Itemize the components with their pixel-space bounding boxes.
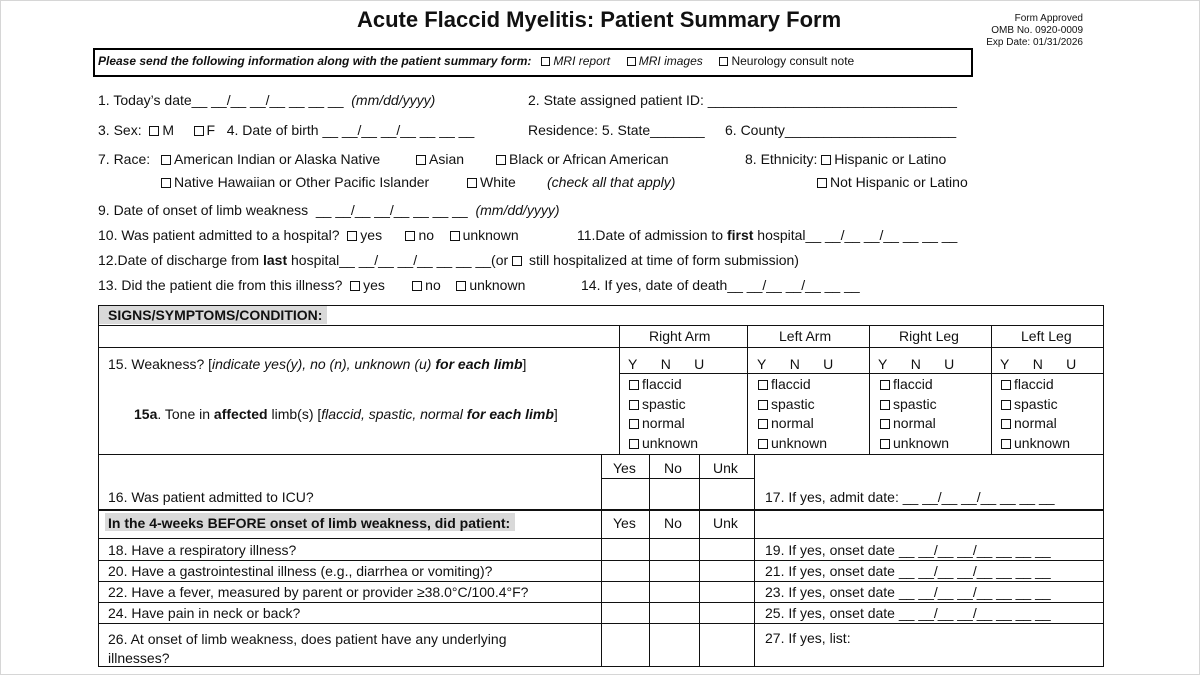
ynu-ll-n[interactable]: N [1032, 356, 1043, 372]
limb-left-arm: Left Arm [779, 328, 832, 344]
q10-no-checkbox[interactable] [405, 231, 415, 241]
q9-date-blank[interactable]: __ __/__ __/__ __ __ __ [315, 202, 468, 218]
q11-text-first: first [726, 227, 754, 243]
q13-unknown-label: unknown [469, 277, 526, 293]
weeks-head-no: No [664, 515, 682, 531]
q13-row [98, 277, 525, 293]
q21-onset-date[interactable]: 21. If yes, onset date __ __/__ __/__ __ __ __ [765, 563, 1051, 579]
q22-line [98, 602, 1104, 603]
q20-line [98, 581, 1104, 582]
omb-approved: Form Approved [1014, 13, 1083, 24]
q15-text-b: indicate yes(y), no (n), unknown (u) [212, 356, 436, 372]
q15a-text-e: for each limb [466, 406, 554, 422]
eth-opt-not-hispanic[interactable] [817, 174, 968, 190]
neurology-note-checkbox[interactable] [719, 57, 728, 66]
race-white-label: White [480, 174, 516, 190]
col-line-2 [747, 325, 748, 455]
q15a-num: 15a [134, 406, 158, 422]
mri-report-label: MRI report [553, 54, 611, 68]
q3-label: 3. Sex: [98, 122, 142, 138]
q13-unknown-checkbox[interactable] [456, 281, 466, 291]
still-hospitalized-checkbox[interactable] [512, 256, 522, 266]
race-black-label: Black or African American [509, 151, 669, 167]
ynu-right-arm[interactable] [628, 356, 704, 372]
q12-discharge-date [98, 252, 799, 268]
yn-head-no: No [664, 460, 682, 476]
q13-yes-checkbox[interactable] [350, 281, 360, 291]
ynu-rl-y[interactable]: Y [878, 356, 888, 372]
q23-onset-date[interactable]: 23. If yes, onset date __ __/__ __/__ __ __ __ [765, 584, 1051, 600]
ynu-ra-u[interactable]: U [694, 356, 705, 372]
q1-row [98, 92, 435, 108]
ynu-la-y[interactable]: Y [757, 356, 767, 372]
race-opt-ai[interactable] [161, 151, 380, 167]
ynu-left-leg[interactable] [1000, 356, 1076, 372]
q1-date-blank[interactable]: __ __/__ __/__ __ __ __ [191, 92, 344, 108]
ynu-rl-n[interactable]: N [910, 356, 921, 372]
tone-la-spastic[interactable]: spastic [758, 395, 827, 415]
limb-right-leg: Right Leg [899, 328, 959, 344]
q14-death-date[interactable]: 14. If yes, date of death__ __/__ __/__ __ __ [581, 277, 860, 293]
ynu-ra-n[interactable]: N [660, 356, 671, 372]
ynu-la-u[interactable]: U [823, 356, 834, 372]
ynu-la-n[interactable]: N [789, 356, 800, 372]
eth-not-hispanic-checkbox[interactable] [817, 178, 827, 188]
q12-text-last: last [262, 252, 288, 268]
tone-rl-spastic[interactable]: spastic [880, 395, 949, 415]
limb-header-line [98, 347, 1104, 348]
q3-q4-row [98, 122, 474, 138]
q24-line [98, 623, 1104, 624]
limb-right-arm: Right Arm [649, 328, 711, 344]
q12-text-c: hospital__ __/__ __/__ __ __ __(or [287, 252, 513, 268]
ynu-ra-y[interactable]: Y [628, 356, 638, 372]
q10-unknown-label: unknown [462, 227, 519, 243]
q13-no-label: no [425, 277, 441, 293]
q11-text-c: hospital__ __/__ __/__ __ __ __ [753, 227, 958, 243]
tone-right-arm [629, 375, 698, 453]
q16-icu: 16. Was patient admitted to ICU? [108, 489, 314, 505]
tone-ra-unknown[interactable]: unknown [629, 434, 698, 454]
send-info-row [98, 54, 854, 68]
q26-line-2: illnesses? [108, 650, 170, 666]
weeks-head-yes: Yes [613, 515, 636, 531]
omb-exp-date: Exp Date: 01/31/2026 [986, 37, 1083, 48]
omb-number: OMB No. 0920-0009 [991, 25, 1083, 36]
limb-left-leg: Left Leg [1021, 328, 1072, 344]
q10-unknown-checkbox[interactable] [450, 231, 460, 241]
form-title: Acute Flaccid Myelitis: Patient Summary Form [357, 7, 842, 32]
eth-hispanic-checkbox[interactable] [821, 155, 831, 165]
q15-line-limbs [619, 373, 1104, 374]
tone-rl-flaccid[interactable]: flaccid [880, 375, 949, 395]
race-opt-black[interactable] [496, 151, 669, 167]
q19-onset-date[interactable]: 19. If yes, onset date __ __/__ __/__ __ __ __ [765, 542, 1051, 558]
yn-head-unk: Unk [713, 460, 738, 476]
weeks-header: In the 4-weeks BEFORE onset of limb weakness, did patient: [108, 515, 511, 531]
q10-label: 10. Was patient admitted to a hospital? [98, 227, 340, 243]
race-asian-label: Asian [429, 151, 465, 167]
q10-row [98, 227, 519, 243]
race-nhpi-label: Native Hawaiian or Other Pacific Islander [174, 174, 430, 190]
tone-ll-unknown[interactable]: unknown [1001, 434, 1070, 454]
section-header-line [98, 325, 1104, 326]
q17-icu-date[interactable]: 17. If yes, admit date: __ __/__ __/__ __ __ __ [765, 489, 1055, 505]
q13-no-checkbox[interactable] [412, 281, 422, 291]
table-left-border [98, 305, 99, 667]
mri-images-label: MRI images [638, 54, 703, 68]
q12-text-d: still hospitalized at time of form submission) [525, 252, 799, 268]
ynu-right-leg[interactable] [878, 356, 954, 372]
col-line-1 [619, 325, 620, 455]
race-opt-white[interactable] [467, 174, 516, 190]
q15-weakness [108, 356, 526, 372]
q5-state[interactable]: Residence: 5. State_______ [528, 122, 705, 138]
yn-head-line [601, 478, 754, 479]
tone-left-leg [1001, 375, 1070, 453]
race-opt-asian[interactable] [416, 151, 464, 167]
tone-rl-normal[interactable]: normal [880, 414, 949, 434]
mri-images-checkbox[interactable] [627, 57, 636, 66]
q2-patient-id[interactable]: 2. State assigned patient ID: ________________________________ [528, 92, 957, 108]
section-header: SIGNS/SYMPTOMS/CONDITION: [108, 307, 323, 323]
q26-line-1: 26. At onset of limb weakness, does patient have any underlying [108, 631, 507, 647]
q1-label: 1. Today’s date [98, 92, 192, 108]
eth-hispanic-label: Hispanic or Latino [834, 151, 947, 167]
q9-format: (mm/dd/yyyy) [475, 202, 560, 218]
q26-underlying-illness [108, 630, 506, 668]
q13-yes-label: yes [363, 277, 385, 293]
tone-ll-spastic[interactable]: spastic [1001, 395, 1070, 415]
weeks-head-unk: Unk [713, 515, 738, 531]
q15a-text-affected: affected [213, 406, 268, 422]
q8-label: 8. Ethnicity: [745, 151, 818, 167]
omb-info [923, 13, 1083, 49]
race-note: (check all that apply) [547, 174, 676, 190]
q11-text-a: 11.Date of admission to [577, 227, 727, 243]
tone-right-leg [880, 375, 949, 453]
race-ai-checkbox[interactable] [161, 155, 171, 165]
tone-la-flaccid[interactable]: flaccid [758, 375, 827, 395]
q27-list[interactable]: 27. If yes, list: [765, 630, 851, 646]
sex-f-checkbox[interactable] [194, 126, 204, 136]
race-asian-checkbox[interactable] [416, 155, 426, 165]
q10-yes-checkbox[interactable] [347, 231, 357, 241]
table-right-border [1103, 305, 1104, 667]
tone-la-unknown[interactable]: unknown [758, 434, 827, 454]
q1-format: (mm/dd/yyyy) [351, 92, 436, 108]
send-info-label: Please send the following information along with the patient summary form: [98, 54, 532, 68]
col-line-3 [869, 325, 870, 455]
sex-m-label: M [162, 122, 175, 138]
q15-text-d: ] [522, 356, 527, 372]
tone-ll-normal[interactable]: normal [1001, 414, 1070, 434]
q9-row [98, 202, 559, 218]
q15a-text-a: . Tone in [157, 406, 214, 422]
q7-label: 7. Race: [98, 151, 151, 167]
tone-ll-flaccid[interactable]: flaccid [1001, 375, 1070, 395]
q15a-text-f: ] [553, 406, 558, 422]
q25-onset-date[interactable]: 25. If yes, onset date __ __/__ __/__ __ __ __ [765, 605, 1051, 621]
race-opt-nhpi[interactable] [161, 174, 429, 190]
tone-rl-unknown[interactable]: unknown [880, 434, 949, 454]
ynu-ll-y[interactable]: Y [1000, 356, 1010, 372]
tone-ra-spastic[interactable]: spastic [629, 395, 698, 415]
weeks-header-bottom-line [98, 538, 1104, 539]
tone-left-arm [758, 375, 827, 453]
tone-ra-flaccid[interactable]: flaccid [629, 375, 698, 395]
q8-row [745, 151, 946, 167]
race-ai-label: American Indian or Alaska Native [174, 151, 381, 167]
q22-fever: 22. Have a fever, measured by parent or provider ≥38.0°C/100.4°F? [108, 584, 529, 600]
q4-label: 4. Date of birth [226, 122, 319, 138]
q18-respiratory: 18. Have a respiratory illness? [108, 542, 297, 558]
q10-no-label: no [418, 227, 435, 243]
mri-report-checkbox[interactable] [541, 57, 550, 66]
q15-text-c: for each limb [435, 356, 523, 372]
race-white-checkbox[interactable] [467, 178, 477, 188]
tone-ra-normal[interactable]: normal [629, 414, 698, 434]
q6-county[interactable]: 6. County______________________ [725, 122, 957, 138]
ynu-rl-u[interactable]: U [944, 356, 955, 372]
q4-dob-blank[interactable]: __ __/__ __/__ __ __ __ [322, 122, 475, 138]
q15a-tone [134, 406, 558, 422]
q12-text-a: 12.Date of discharge from [98, 252, 263, 268]
ynu-left-arm[interactable] [757, 356, 833, 372]
q15a-text-d: flaccid, spastic, normal [321, 406, 467, 422]
weeks-header-top-line [98, 509, 1104, 511]
race-black-checkbox[interactable] [496, 155, 506, 165]
q13-label: 13. Did the patient die from this illness? [98, 277, 343, 293]
sex-m-checkbox[interactable] [149, 126, 159, 136]
tone-la-normal[interactable]: normal [758, 414, 827, 434]
ynu-ll-u[interactable]: U [1066, 356, 1077, 372]
q10-yes-label: yes [360, 227, 383, 243]
yn-head-yes: Yes [613, 460, 636, 476]
eth-not-hispanic-label: Not Hispanic or Latino [830, 174, 968, 190]
q18-line [98, 560, 1104, 561]
neurology-note-label: Neurology consult note [731, 54, 855, 68]
q24-neck-pain: 24. Have pain in neck or back? [108, 605, 301, 621]
sex-f-label: F [206, 122, 216, 138]
col-line-4 [991, 325, 992, 455]
q15-text-a: 15. Weakness? [ [108, 356, 213, 372]
q15a-text-c: limb(s) [ [267, 406, 322, 422]
q11-admission-date[interactable] [577, 227, 957, 243]
q20-gi-illness: 20. Have a gastrointestinal illness (e.g., diarrhea or vomiting)? [108, 563, 493, 579]
race-nhpi-checkbox[interactable] [161, 178, 171, 188]
q9-label: 9. Date of onset of limb weakness [98, 202, 309, 218]
